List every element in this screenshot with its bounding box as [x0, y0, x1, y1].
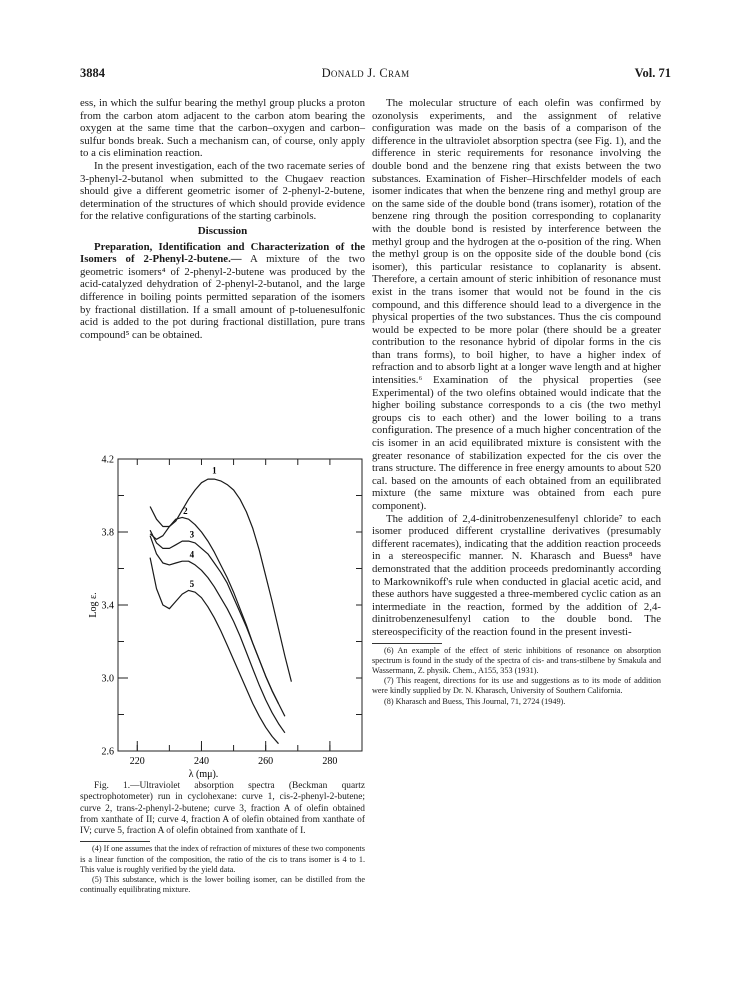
paragraph-body: A mixture of the two geometric isomers⁴ of 2-phenyl-2-butene was produced by the acid-catalyzed dehydration of 2-phenyl-2-butanol, and the large difference in boiling points permitted separation of the isomers by fractional distillation. If a small amount of p-toluenesulfonic acid is added to the pot during fractional distillation, pure trans compound⁵ can be obtained. — [80, 253, 365, 341]
plot-frame — [118, 459, 362, 751]
curve-label-4: 4 — [189, 549, 195, 560]
paragraph-addition: The addition of 2,4-dinitrobenzenesulfenyl chloride⁷ to each isomer produced different crystalline derivatives (presumably different racemates), indicating that the addition reaction proceeds in a stereospecific manner. N. Kharasch and Buess⁸ have demonstrated that the addition proceeds predominantly according to Markownikoff's rule when conducted in glacial acetic acid, and these authors have suggested a three-membered cyclic cation as an intermediate in the reaction, formed by the addition of 2,4-dinitrobenzenesulfenyl cation to the double bond. The stereospecificity of the reaction found in the present investi- — [372, 512, 661, 638]
series-line-4 — [150, 536, 285, 733]
series-line-5 — [150, 558, 278, 744]
paragraph-lead: Preparation, Identification and Characterization of the Isomers of 2-Phenyl-2-butene.— — [80, 240, 365, 266]
curve-label-1: 1 — [212, 465, 217, 476]
footnote-6: (6) An example of the effect of steric inhibitions of resonance on absorption spectrum is found in the study of the spectra of cis- and trans-stilbene by Smakula and Wassermann, Z. physik. Chem., A155, 353 (1931). — [372, 645, 661, 675]
footnote-rule — [80, 841, 150, 842]
y-tick-label: 4.2 — [101, 454, 114, 466]
paragraph-structure: The molecular structure of each olefin was confirmed by ozonolysis experiments, and the assignment of relative configuration was made on the basis of a comparison of the difference in the ultraviolet absorption spectra (see Fig. 1), and the difference in steric requirements for resonance involving the double bond and the benzene ring that exists between the two substances. Examination of Fisher–Hirschfelder models of each isomer indicates that when the benzene ring and methyl group are on the same side of the double bond (trans isomer), rotation of the benzene ring through the position corresponding to coplanarity with the double bond is resisted by interference between the methyl group and the hydrogen at the o-position of the ring. When the methyl group is on the opposite side of the double bond (cis isomer), this particular resistance to coplanarity is absent. Therefore, a certain amount of steric inhibition of resonance must exist in the trans isomer that would not be found in the cis compound, and this difference should lead to a divergence in the physical properties of the two substances. Thus the cis compound would be expected to be more polar (there should be a greater contribution to the resonance hybrid of dipolar forms in the cis than trans forms), to boil higher, to have a higher index of refraction and to absorb light at a longer wave length and at higher intensities.⁶ Examination of the physical properties (see Experimental) of the two olefins obtained would indicate that the higher boiling substance corresponds to a cis (the two methyl groups cis to each other) and the lower boiling to a trans configuration. The presence of a much higher concentration of the cis isomer in an acid equilibrated mixture is consistent with the greater resonance of stabilization expected for the cis over the trans structure. The difference in free energy amounts to about 520 cal. based on the amounts of each obtained from an equilibrated mixture (the same mixture was obtained from each pure component). — [372, 97, 661, 512]
y-tick-label: 2.6 — [101, 746, 114, 758]
left-footnotes — [80, 841, 365, 895]
right-column — [372, 97, 661, 707]
paragraph-preparation — [80, 241, 365, 342]
running-author: Donald J. Cram — [321, 66, 410, 80]
paragraph-investigation: In the present investigation, each of the two racemate series of 3-phenyl-2-butanol when submitted to the Chugaev reaction should give a different geometric isomer of 2-phenyl-2-butene, determination of the structures of which should provide evidence for the relative configurations of the starting carbinols. — [80, 159, 365, 223]
curve-label-2: 2 — [183, 505, 188, 516]
footnote-8: (8) Kharasch and Buess, This Journal, 71, 2724 (1949). — [384, 696, 566, 706]
uv-spectra-chart — [80, 451, 370, 781]
section-title: Discussion — [197, 224, 248, 237]
left-column — [80, 97, 365, 341]
figure-caption-block — [80, 781, 365, 896]
series-line-2 — [150, 517, 278, 703]
x-tick-label: 240 — [193, 756, 209, 767]
x-axis-label: λ (mμ). — [188, 769, 219, 780]
figure-caption: Fig. 1.—Ultraviolet absorption spectra (Beckman quartz spectrophotometer) run in cyclohexane: curve 1, cis-2-phenyl-2-butene; curve 2, trans-2-phenyl-2-butene; curve 3, fraction A of olefin obtained from xanthate of II; curve 4, fraction A of olefin obtained from xanthate of IV; curve 5, fraction A of olefin obtained from xanthate of I. — [80, 781, 365, 837]
y-axis-label: Log ε. — [88, 592, 99, 618]
y-tick-label: 3.8 — [101, 527, 114, 539]
y-tick-label: 3.4 — [101, 600, 114, 612]
page-number: 3884 — [80, 66, 105, 80]
right-footnotes — [372, 643, 661, 707]
journal-volume: Vol. 71 — [634, 66, 671, 80]
y-tick-label: 3.0 — [101, 673, 114, 685]
footnote-7: (7) This reagent, directions for its use and suggestions as to its mode of addition were kindly supplied by Dr. N. Kharasch, University of Southern California. — [372, 676, 661, 696]
series-line-1 — [150, 479, 291, 682]
x-tick-label: 280 — [322, 756, 338, 767]
footnote-rule — [372, 643, 442, 644]
x-tick-label: 220 — [129, 756, 145, 767]
footnote-4: (4) If one assumes that the index of refraction of mixtures of these two components is a linear function of the composition, the ratio of the cis to trans isomer is 4 to 1. This value is roughly verified by the yield data. — [80, 844, 365, 874]
footnote-5: (5) This substance, which is the lower boiling isomer, can be distilled from the continually equilibrating mixture. — [80, 875, 365, 895]
x-tick-label: 260 — [258, 756, 274, 767]
figure-1 — [80, 451, 370, 781]
curve-label-5: 5 — [189, 578, 195, 589]
paragraph-mechanism: ess, in which the sulfur bearing the methyl group plucks a proton from the carbon atom adjacent to the carbon atom bearing the oxygen at the same time that the carbon–oxygen and carbon–sulfur bonds break. Such a mechanism can, of course, only apply to a cis elimination reaction. — [80, 97, 365, 160]
curve-label-3: 3 — [189, 529, 195, 540]
